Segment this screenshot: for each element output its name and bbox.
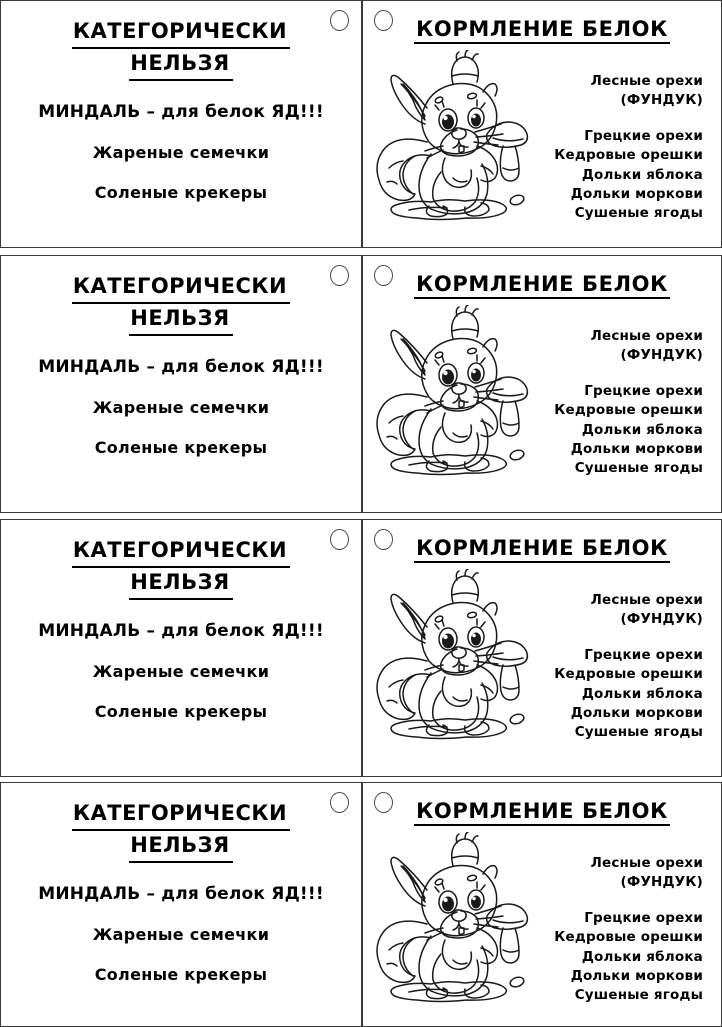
feeding-title [363,256,721,299]
feeding-card-body [363,44,721,230]
feeding-card-body [363,563,721,749]
food-item-0: Лесные орехи [590,855,703,871]
feeding-food-list [539,48,707,223]
punch-hole-icon [330,265,349,286]
feeding-food-list [539,830,707,1005]
feeding-card[interactable] [362,0,722,248]
warning-subtitle: МИНДАЛЬ – для белок ЯД!!! [38,883,324,904]
food-item-6: Сушеные ягоды [574,723,703,740]
food-item-5: Дольки моркови [570,704,703,721]
food-item-6: Сушеные ягоды [574,459,703,476]
food-item-1: (ФУНДУК) [620,347,703,364]
warning-item-0: Жареные семечки [92,661,270,681]
food-item-5: Дольки моркови [570,440,703,457]
food-item-3: Кедровые орешки [554,929,703,946]
food-item-4: Дольки яблока [581,685,703,702]
punch-hole-icon [374,792,393,813]
food-item-2: Грецкие орехи [584,383,703,400]
row-separator [0,248,722,255]
warning-card-content [1,1,361,208]
warning-title-line-2: НЕЛЬЗЯ [129,49,232,81]
feeding-card-body [363,826,721,1012]
warning-title-line-2: НЕЛЬЗЯ [129,568,232,600]
feeding-food-list [539,303,707,478]
warning-card-content [1,783,361,990]
warning-title [19,17,343,81]
squirrel-illustration [369,305,539,485]
warning-title-line-2: НЕЛЬЗЯ [129,831,232,863]
food-item-5: Дольки моркови [570,185,703,202]
food-item-6: Сушеные ягоды [574,204,703,221]
feeding-title [363,520,721,563]
food-item-0: Лесные орехи [590,73,703,89]
card-row-4 [0,782,722,1027]
feeding-title-text: КОРМЛЕНИЕ БЕЛОК [414,17,670,44]
food-item-3: Кедровые орешки [554,402,703,419]
card-row-3 [0,519,722,777]
warning-card[interactable] [0,519,362,777]
feeding-card[interactable] [362,519,722,777]
feeding-card[interactable] [362,782,722,1027]
food-item-1: (ФУНДУК) [620,874,703,891]
warning-card-content [1,256,361,463]
feeding-title-text: КОРМЛЕНИЕ БЕЛОК [414,536,670,563]
warning-item-0: Жареные семечки [92,397,270,417]
food-item-3: Кедровые орешки [554,147,703,164]
warning-subtitle: МИНДАЛЬ – для белок ЯД!!! [38,620,324,641]
warning-item-1: Соленые крекеры [94,701,268,721]
warning-subtitle: МИНДАЛЬ – для белок ЯД!!! [38,101,324,122]
feeding-card-body [363,299,721,485]
warning-item-1: Соленые крекеры [94,437,268,457]
feeding-title [363,783,721,826]
food-item-4: Дольки яблока [581,421,703,438]
warning-card[interactable] [0,782,362,1027]
warning-title-line-1: КАТЕГОРИЧЕСКИ [72,272,290,304]
punch-hole-icon [374,265,393,286]
warning-title-line-1: КАТЕГОРИЧЕСКИ [72,536,290,568]
food-item-1: (ФУНДУК) [620,611,703,628]
feeding-food-list [539,567,707,742]
food-item-2: Грецкие орехи [584,128,703,145]
punch-hole-icon [374,529,393,550]
food-item-4: Дольки яблока [581,166,703,183]
warning-item-0: Жареные семечки [92,142,270,162]
warning-item-0: Жареные семечки [92,924,270,944]
food-item-2: Грецкие орехи [584,647,703,664]
card-row-2 [0,255,722,513]
warning-title-line-1: КАТЕГОРИЧЕСКИ [72,799,290,831]
feeding-title-text: КОРМЛЕНИЕ БЕЛОК [414,272,670,299]
food-item-0: Лесные орехи [590,328,703,344]
feeding-card[interactable] [362,255,722,513]
warning-title [19,799,343,863]
warning-item-1: Соленые крекеры [94,182,268,202]
food-item-2: Грецкие орехи [584,910,703,927]
squirrel-illustration [369,50,539,230]
warning-title [19,272,343,336]
warning-card[interactable] [0,0,362,248]
warning-card[interactable] [0,255,362,513]
warning-item-1: Соленые крекеры [94,964,268,984]
punch-hole-icon [330,10,349,31]
warning-title [19,536,343,600]
food-item-1: (ФУНДУК) [620,92,703,109]
card-row-1 [0,0,722,248]
punch-hole-icon [330,529,349,550]
warning-subtitle: МИНДАЛЬ – для белок ЯД!!! [38,356,324,377]
feeding-title [363,1,721,44]
food-item-0: Лесные орехи [590,592,703,608]
feeding-title-text: КОРМЛЕНИЕ БЕЛОК [414,799,670,826]
warning-title-line-2: НЕЛЬЗЯ [129,304,232,336]
squirrel-illustration [369,569,539,749]
food-item-5: Дольки моркови [570,967,703,984]
food-item-4: Дольки яблока [581,948,703,965]
food-item-6: Сушеные ягоды [574,986,703,1003]
food-item-3: Кедровые орешки [554,666,703,683]
punch-hole-icon [374,10,393,31]
squirrel-illustration [369,832,539,1012]
punch-hole-icon [330,792,349,813]
warning-card-content [1,520,361,727]
warning-title-line-1: КАТЕГОРИЧЕСКИ [72,17,290,49]
